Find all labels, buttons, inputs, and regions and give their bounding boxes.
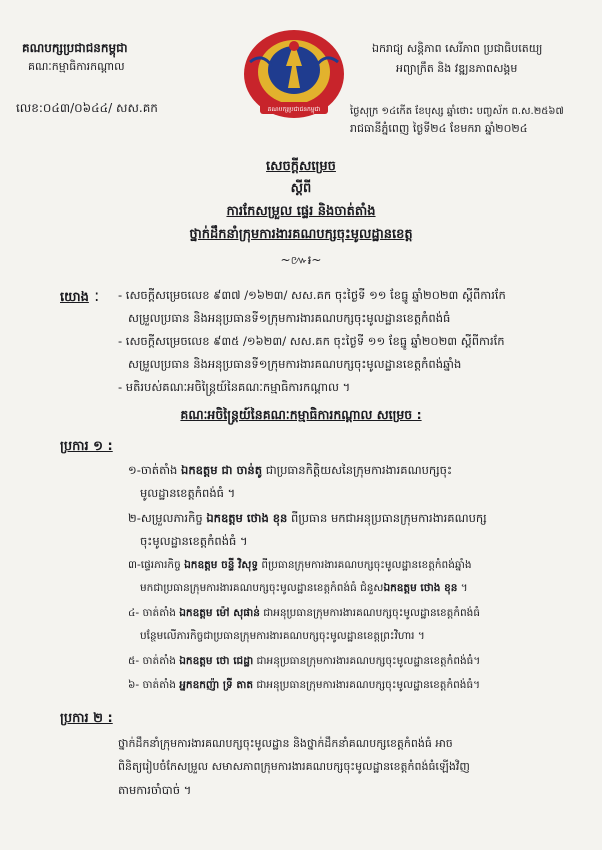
- logo-banner-text: គណបក្សប្រជាជនកម្ពុជា: [267, 106, 321, 113]
- lunar-date: ថ្ងៃសុក្រ ១៤កើត ខែបុស្ស ឆ្នាំថោះ បញ្ចស័ក ព.ស.២៥៦៧: [350, 106, 564, 117]
- decision-subject-line1: ការកែសម្រួល ផ្ទេរ និងចាត់តាំង: [226, 204, 376, 219]
- reference-2-line2: សម្រួលប្រធាន និងអនុប្រធានទី១ក្រុមការងារគណបក្សចុះមូលដ្ឋានខេត្តកំពង់ឆ្នាំង: [128, 357, 462, 371]
- references-label: យោង: [60, 290, 89, 305]
- article-1-item-6: ៦- ចាត់តាំង អ្នកឧកញ៉ា ទ្រី តាត ជាអនុប្រធានក្រុមការងារគណបក្សចុះមូលដ្ឋានខេត្តកំពង់ធំ។: [128, 679, 481, 691]
- committee-decides: គណៈអចិន្ត្រៃយ៍នៃគណៈកម្មាធិការកណ្តាល សម្រេច :: [180, 407, 422, 422]
- decision-subject-line2: ថ្នាក់ដឹកនាំក្រុមការងារគណបក្សចុះមូលដ្ឋានខេត្ត: [189, 227, 413, 242]
- article-1-label: ប្រការ ១ :: [60, 439, 113, 454]
- article-1-item-2-cont: ចុះមូលដ្ឋានខេត្តកំពង់ធំ ។: [140, 534, 248, 548]
- article-1-item-4: ៤- ចាត់តាំង ឯកឧត្តម ម៉ៅ សុផាន់ ជាអនុប្រធានក្រុមការងារគណបក្សចុះមូលដ្ឋានខេត្តកំពង់ធំ: [128, 607, 480, 619]
- article-1-item-1-cont: មូលដ្ឋានខេត្តកំពង់ធំ ។: [140, 486, 236, 500]
- article-1-item-2: ២-សម្រួលភារកិច្ច ឯកឧត្តម ថោង ខុន ពីប្រធាន មកជាអនុប្រធានក្រុមការងារគណបក្ស: [128, 511, 487, 525]
- reference-2-line1: - សេចក្តីសម្រេចលេខ ៩៣៥ /១៦២៣/ សស.គក ចុះថ្ងៃទី ១១ ខែធ្នូ ឆ្នាំ២០២៣ ស្តីពីការកែ: [118, 334, 505, 348]
- decision-title: សេចក្តីសម្រេច: [266, 159, 336, 174]
- reference-3: - មតិរបស់គណៈអចិន្ត្រៃយ៍នៃគណៈកម្មាធិការកណ្តាល ។: [118, 380, 351, 394]
- national-motto-line2: អព្យាក្រឹត និង វឌ្ឍនភាពសង្គម: [396, 62, 518, 75]
- reference-number: លេខ:០៤៣/០៦៤៤/ សស.គក: [16, 101, 158, 115]
- article-1-item-1: ១-ចាត់តាំង ឯកឧត្តម ជា ចាន់តូ ជាប្រធានកិត្តិយសនៃក្រុមការងារគណបក្សចុះ: [128, 463, 453, 477]
- article-1-item-3: ៣-ផ្ទេរភារកិច្ច ឯកឧត្តម ចន្ទី វិសុទ្ធ ពីប្រធានក្រុមការងារគណបក្សចុះមូលដ្ឋានខេត្តកំពង់ឆ្នាំង: [128, 559, 472, 571]
- article-2-line1: ថ្នាក់ដឹកនាំក្រុមការងារគណបក្សចុះមូលដ្ឋាន និងថ្នាក់ដឹកនាំគណបក្សខេត្តកំពង់ធំ អាច: [118, 737, 453, 750]
- national-motto-line1: ឯករាជ្យ សន្តិភាព សេរីភាព ប្រជាធិបតេយ្យ: [372, 42, 543, 55]
- article-2-line3: តាមការចាំបាច់ ។: [118, 783, 192, 797]
- party-name: គណបក្សប្រជាជនកម្ពុជា: [22, 41, 128, 55]
- solar-date: រាជធានីភ្នំពេញ ថ្ងៃទី២៤ ខែមករា ឆ្នាំ២០២៤: [350, 122, 528, 135]
- article-1-item-5: ៥- ចាត់តាំង ឯកឧត្តម ថោ ជេដ្ឋា ជាអនុប្រធានក្រុមការងារគណបក្សចុះមូលដ្ឋានខេត្តកំពង់ធំ។: [128, 655, 481, 667]
- logo-head: [289, 41, 299, 51]
- article-1-item-4-cont: បន្ថែមលើភារកិច្ចជាប្រធានក្រុមការងារគណបក្សចុះមូលដ្ឋានខេត្តព្រះវិហារ ។: [140, 630, 425, 642]
- ornament-divider: ~៚៛~: [280, 253, 322, 267]
- article-2-line2: ពិនិត្យរៀបចំកែសម្រួល សមាសភាពក្រុមការងារគណបក្សចុះមូលដ្ឋានខេត្តកំពង់ធំឡើងវិញ: [118, 760, 470, 773]
- decision-about: ស្តីពី: [290, 181, 312, 196]
- reference-1-line1: - សេចក្តីសម្រេចលេខ ៩៣៧ /១៦២៣/ សស.គក ចុះថ្ងៃទី ១១ ខែធ្នូ ឆ្នាំ២០២៣ ស្តីពីការកែ: [118, 288, 506, 302]
- party-logo: [236, 22, 352, 122]
- reference-1-line2: សម្រួលប្រធាន និងអនុប្រធានទី១ក្រុមការងារគណបក្សចុះមូលដ្ឋានខេត្តកំពង់ធំ: [128, 311, 451, 325]
- article-1-item-3-cont: មកជាប្រធានក្រុមការងារគណបក្សចុះមូលដ្ឋានខេត្តកំពង់ធំ ជំនួសឯកឧត្តម ថោង ខុន ។: [140, 582, 468, 594]
- committee-name: គណៈកម្មាធិការកណ្តាល: [28, 60, 125, 73]
- references-label-row: [60, 286, 99, 308]
- references-colon: :: [93, 286, 100, 305]
- article-2-label: ប្រការ ២ :: [60, 711, 113, 726]
